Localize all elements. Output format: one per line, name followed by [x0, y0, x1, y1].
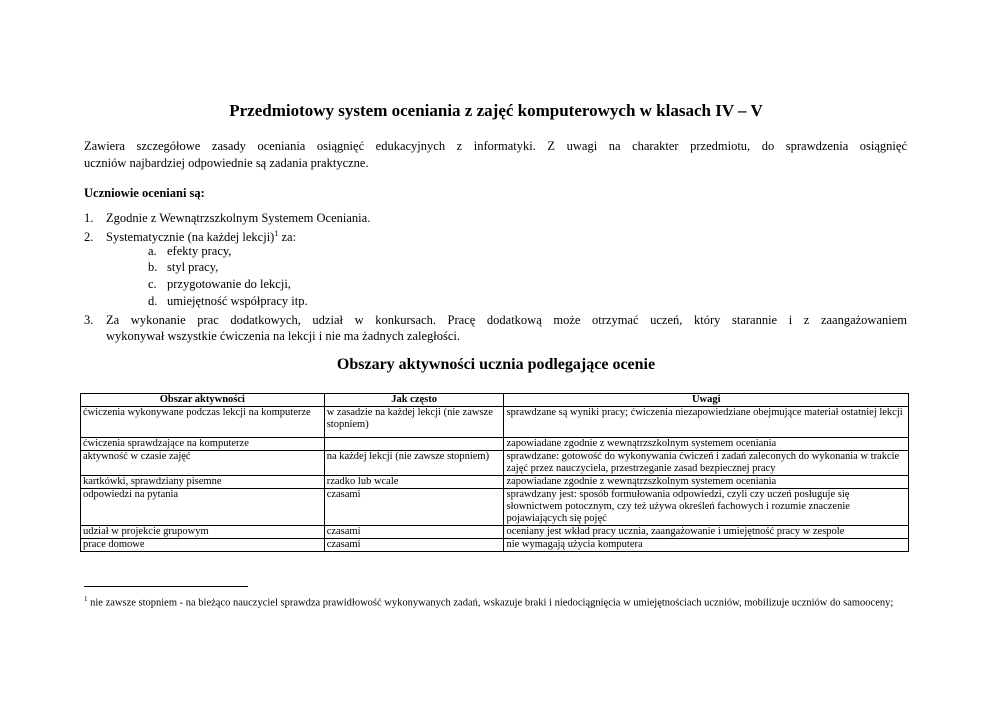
- column-header: Uwagi: [504, 394, 909, 407]
- table-header-row: [81, 394, 909, 407]
- footnote-separator: [84, 586, 248, 587]
- table-row: [81, 451, 909, 476]
- page-title: Przedmiotowy system oceniania z zajęć komputerowych w klasach IV – V: [229, 101, 763, 120]
- cell-frequency: na każdej lekcji (nie zawsze stopniem): [324, 451, 504, 476]
- cell-frequency: czasami: [324, 526, 504, 539]
- table-row: [81, 407, 909, 438]
- cell-frequency: czasami: [324, 539, 504, 552]
- cell-area: prace domowe: [81, 539, 325, 552]
- sub-list-item: a. efekty pracy,: [148, 244, 232, 258]
- list-item-2: 2. Systematycznie (na każdej lekcji)$^1$ za:: [84, 229, 297, 245]
- cell-area: ćwiczenia sprawdzające na komputerze: [81, 438, 325, 451]
- cell-area: ćwiczenia wykonywane podczas lekcji na komputerze: [81, 407, 325, 438]
- intro-line-1: Zawiera szczegółowe zasady oceniania osiągnięć edukacyjnych z informatyki. Z uwagi na charakter przedmiotu, do sprawdzenia osiągnięć: [84, 139, 907, 153]
- footnote-mark: 1: [84, 595, 88, 603]
- intro-line-2: uczniów najbardziej odpowiednie są zadania praktyczne.: [84, 156, 369, 170]
- table-row: [81, 539, 909, 552]
- column-header: Obszar aktywności: [81, 394, 325, 407]
- cell-area: odpowiedzi na pytania: [81, 489, 325, 526]
- cell-notes: oceniany jest wkład pracy ucznia, zaangażowanie i umiejętność pracy w zespole: [504, 526, 909, 539]
- cell-frequency: [324, 438, 504, 451]
- list-item-3: 3. Za wykonanie prac dodatkowych, udział w konkursach. Pracę dodatkową może otrzymać uczeń, który starannie i z zaangażowaniem wykonywał wszystkie ćwiczenia na lekcji i nie ma żadnych zaległości.: [84, 313, 907, 343]
- cell-area: aktywność w czasie zajęć: [81, 451, 325, 476]
- sub-list-item: c. przygotowanie do lekcji,: [148, 277, 291, 291]
- section-subheading: Uczniowie oceniani są:: [84, 186, 205, 200]
- footnote: [84, 592, 907, 611]
- cell-notes: nie wymagają użycia komputera: [504, 539, 909, 552]
- cell-notes: sprawdzany jest: sposób formułowania odpowiedzi, czyli czy uczeń posługuje się słownictwem potocznym, czy też używa określeń fachowych i rozumie znaczenie pojawiających się pojęć: [504, 489, 909, 526]
- intro-paragraph: [84, 138, 907, 172]
- cell-frequency: rzadko lub wcale: [324, 476, 504, 489]
- list-item-1: 1. Zgodnie z Wewnątrzszkolnym Systemem Oceniania.: [84, 211, 371, 225]
- table-row: [81, 489, 909, 526]
- sub-list-item: d. umiejętność współpracy itp.: [148, 294, 308, 308]
- table-row: [81, 476, 909, 489]
- footnote-ref: 1: [274, 229, 279, 238]
- cell-notes: zapowiadane zgodnie z wewnątrzszkolnym systemem oceniania: [504, 476, 909, 489]
- cell-frequency: w zasadzie na każdej lekcji (nie zawsze stopniem): [324, 407, 504, 438]
- cell-notes: sprawdzane: gotowość do wykonywania ćwiczeń i zadań zaleconych do wykonania w trakcie zajęć przez nauczyciela, przestrzeganie zasad bezpiecznej pracy: [504, 451, 909, 476]
- cell-area: kartkówki, sprawdziany pisemne: [81, 476, 325, 489]
- column-header: Jak często: [324, 394, 504, 407]
- cell-notes: sprawdzane są wyniki pracy; ćwiczenia niezapowiedziane obejmujące materiał ostatniej lekcji: [504, 407, 909, 438]
- footnote-text: nie zawsze stopniem - na bieżąco nauczyciel sprawdza prawidłowość wykonywanych zadań, wskazuje braki i niedociągnięcia w umiejętnościach uczniów, mobilizuje uczniów do samooceny;: [87, 597, 894, 609]
- table-row: [81, 526, 909, 539]
- table-row: [81, 438, 909, 451]
- cell-area: udział w projekcie grupowym: [81, 526, 325, 539]
- table-heading: Obszary aktywności ucznia podlegające ocenie: [336, 356, 656, 373]
- cell-frequency: czasami: [324, 489, 504, 526]
- cell-notes: zapowiadane zgodnie z wewnątrzszkolnym systemem oceniania: [504, 438, 909, 451]
- activity-table: [80, 393, 909, 552]
- sub-list-item: b. styl pracy,: [148, 260, 219, 274]
